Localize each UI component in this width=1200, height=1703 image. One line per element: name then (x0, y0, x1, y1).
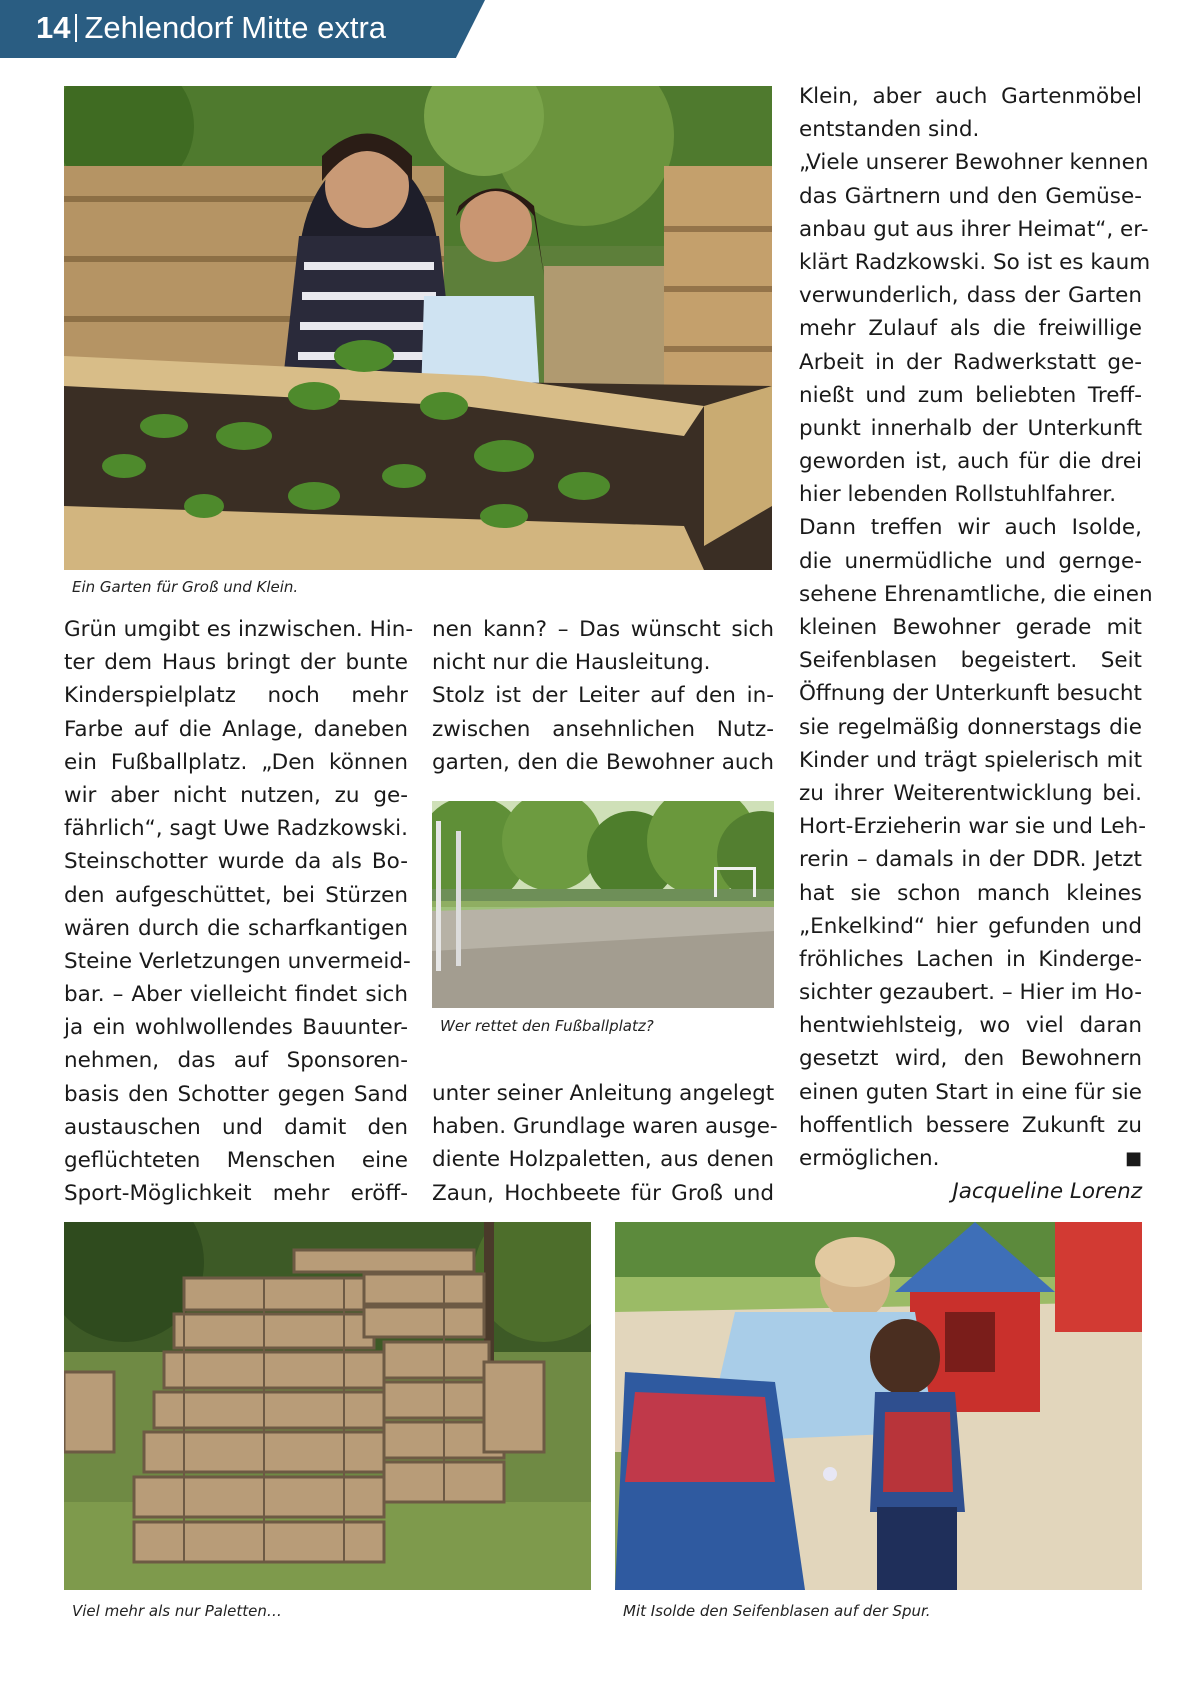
text-line-final (799, 1142, 1142, 1175)
text-line: sie regelmäßig donnerstags die (799, 714, 1142, 740)
text-line: sehene Ehrenamtliche, die einen (799, 581, 1153, 607)
text-line: punkt innerhalb der Unterkunft (799, 415, 1142, 441)
football-field-photo (432, 801, 774, 1008)
text-line: das Gärtnern und den Gemüse- (799, 183, 1142, 209)
text-line: Steinschotter wurde da als Bo- (64, 849, 408, 875)
page-header (36, 8, 386, 48)
text-column-left (64, 613, 414, 1210)
text-line: bar. – Aber vielleicht findet sich (64, 982, 408, 1008)
text-line: nen kann? – Das wünscht sich (432, 617, 774, 642)
text-line: wir aber nicht nutzen, zu ge- (64, 782, 408, 808)
text-line: Sport-Möglichkeit mehr eröff- (64, 1181, 408, 1207)
text-line: zu ihrer Weiterentwicklung bei. (799, 780, 1142, 806)
text-line: fährlich“, sagt Uwe Radzkowski. (64, 816, 408, 842)
text-line: nehmen, das auf Sponsoren- (64, 1048, 408, 1074)
text-line: gesetzt wird, den Bewohnern (799, 1046, 1142, 1072)
text-line: anbau gut aus ihrer Heimat“, er- (799, 216, 1149, 242)
header-divider (75, 14, 77, 42)
text-line: Öffnung der Unterkunft besucht (799, 681, 1142, 707)
text-line: haben. Grundlage waren ausge- (432, 1114, 778, 1140)
text-line: unter seiner Anleitung angelegt (432, 1081, 775, 1106)
text-line: nicht nur die Hausleitung. (432, 650, 711, 676)
text-line: Kinder und trägt spielerisch mit (799, 747, 1142, 773)
text-line: „Viele unserer Bewohner kennen (799, 150, 1149, 176)
text-line: ter dem Haus bringt der bunte (64, 650, 408, 676)
text-line: nießt und zum beliebten Treff- (799, 382, 1142, 408)
text-line: geworden ist, auch für die drei (799, 449, 1142, 475)
soap-bubbles-photo (615, 1222, 1142, 1590)
text-line: basis den Schotter gegen Sand (64, 1081, 408, 1107)
text-line: wären durch die scharfkantigen (64, 915, 408, 941)
end-mark-icon: ■ (1124, 1148, 1142, 1169)
page-number: 14 (36, 10, 71, 45)
text-line: kleinen Bewohner gerade mit (799, 615, 1142, 640)
text-line: Grün umgibt es inzwischen. Hin- (64, 617, 414, 642)
text-line: „Enkelkind“ hier gefunden und (799, 913, 1142, 939)
text-line: die unermüdliche und gernge- (799, 548, 1142, 574)
text-line: zwischen ansehnlichen Nutz- (432, 716, 774, 742)
text-line: hier lebenden Rollstuhlfahrer. (799, 482, 1117, 508)
text-line: sichter gezaubert. – Hier im Ho- (799, 980, 1142, 1006)
text-line: rerin – damals in der DDR. Jetzt (799, 847, 1142, 873)
author-byline: Jacqueline Lorenz (952, 1179, 1142, 1205)
text-line: Seifenblasen begeistert. Seit (799, 648, 1142, 674)
text-line: ja ein wohlwollendes Bauunter- (64, 1015, 408, 1041)
text-line: den aufgeschüttet, bei Stürzen (64, 882, 408, 908)
final-text: ermöglichen. (799, 1146, 940, 1171)
bubbles-photo-caption: Mit Isolde den Seifenblasen auf der Spur. (623, 1602, 931, 1620)
text-line: verwunderlich, dass der Garten (799, 283, 1142, 309)
text-column-middle-top (432, 613, 774, 779)
pallets-photo-caption: Viel mehr als nur Paletten… (72, 1602, 282, 1620)
text-line: austauschen und damit den (64, 1114, 408, 1140)
garden-photo (64, 86, 772, 570)
text-line: Hort-Erzieherin war sie und Leh- (799, 814, 1147, 840)
garden-photo-caption: Ein Garten für Groß und Klein. (72, 578, 299, 596)
pallets-photo (64, 1222, 591, 1590)
text-line: hoffentlich bessere Zukunft zu (799, 1112, 1142, 1138)
text-line: Zaun, Hochbeete für Groß und (432, 1180, 774, 1206)
text-column-middle-bottom (432, 1077, 778, 1210)
text-line: hat sie schon manch kleines (799, 880, 1142, 906)
text-line: entstanden sind. (799, 117, 980, 143)
text-line: Klein, aber auch Gartenmöbel (799, 84, 1142, 109)
text-line: Kinderspielplatz noch mehr (64, 683, 408, 709)
text-line: geflüchteten Menschen eine (64, 1148, 408, 1173)
text-line: Stolz ist der Leiter auf den in- (432, 683, 774, 709)
text-line: fröhliches Lachen in Kinderge- (799, 946, 1142, 972)
text-line: klärt Radzkowski. So ist es kaum (799, 249, 1151, 275)
text-line: Steine Verletzungen unvermeid- (64, 948, 411, 974)
section-title: Zehlendorf Mitte extra (84, 10, 387, 45)
text-column-right (799, 80, 1153, 1208)
text-line: diente Holzpaletten, aus denen (432, 1147, 774, 1173)
text-line: Arbeit in der Radwerkstatt ge- (799, 349, 1142, 375)
text-line: ein Fußballplatz. „Den können (64, 749, 408, 775)
text-line: einen guten Start in eine für sie (799, 1079, 1142, 1105)
text-line: Dann treffen wir auch Isolde, (799, 515, 1142, 541)
football-photo-caption: Wer rettet den Fußballplatz? (440, 1017, 654, 1035)
text-line: hentwiehlsteig, wo viel daran (799, 1013, 1142, 1039)
text-line: garten, den die Bewohner auch (432, 749, 774, 775)
text-line: mehr Zulauf als die freiwillige (799, 316, 1142, 342)
text-line: Farbe auf die Anlage, daneben (64, 716, 408, 742)
